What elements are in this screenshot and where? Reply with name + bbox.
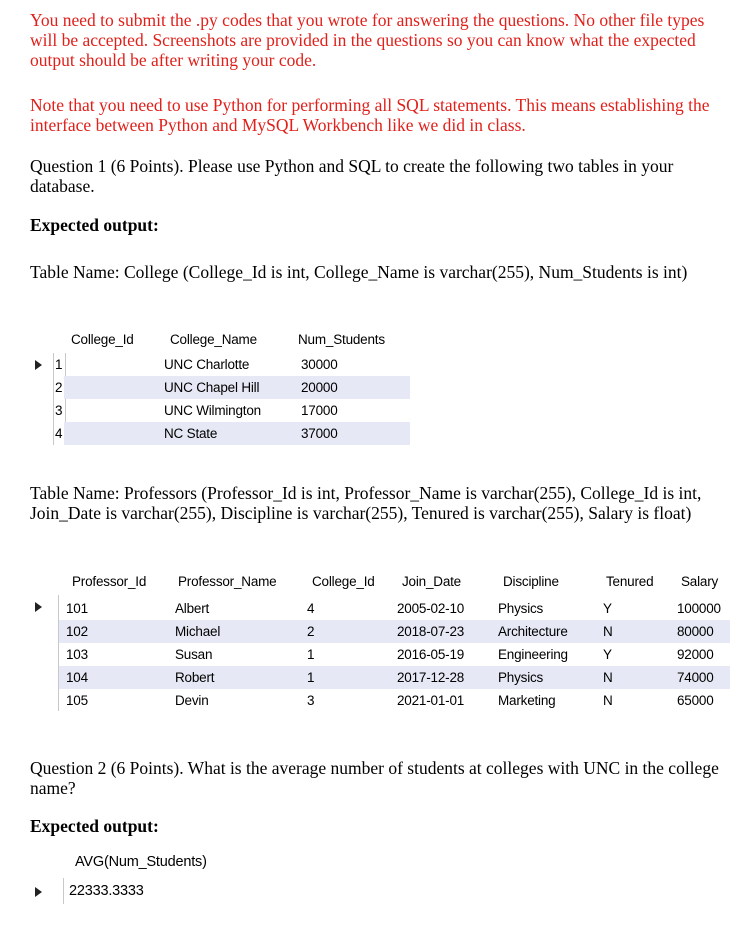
num-students-cell[interactable]: 17000: [301, 403, 338, 418]
tenured-cell[interactable]: N: [603, 693, 613, 708]
college-name-cell[interactable]: UNC Wilmington: [164, 403, 261, 418]
column-header[interactable]: Discipline: [503, 574, 559, 589]
table-row[interactable]: [30, 643, 730, 666]
college-id-cell[interactable]: 3: [307, 693, 315, 708]
college-id-cell[interactable]: 2: [55, 380, 63, 395]
table-row[interactable]: [30, 880, 250, 903]
college-result-grid: [30, 328, 430, 458]
tenured-cell[interactable]: N: [603, 624, 613, 639]
college-id-cell[interactable]: 1: [55, 357, 63, 372]
college-id-cell[interactable]: 3: [55, 403, 63, 418]
column-header[interactable]: AVG(Num_Students): [75, 854, 207, 870]
grid-header-row: [30, 570, 730, 593]
professor-name-cell[interactable]: Albert: [175, 601, 210, 616]
num-students-cell[interactable]: 20000: [301, 380, 338, 395]
grid-header-row: [30, 851, 250, 874]
column-header[interactable]: Tenured: [606, 574, 654, 589]
college-table-caption: Table Name: College (College_Id is int, College_Name is varchar(255), Num_Students is int): [30, 262, 688, 282]
avg-result-grid: [30, 851, 250, 911]
college-id-cell[interactable]: 1: [307, 670, 315, 685]
college-name-cell[interactable]: UNC Chapel Hill: [164, 380, 260, 395]
table-row[interactable]: [30, 597, 730, 620]
column-header[interactable]: College_Name: [170, 332, 257, 347]
professor-name-cell[interactable]: Robert: [175, 670, 215, 685]
column-header[interactable]: Professor_Name: [178, 574, 277, 589]
discipline-cell[interactable]: Architecture: [498, 624, 568, 639]
q1-expected-output-label: Expected output:: [30, 215, 159, 235]
num-students-cell[interactable]: 37000: [301, 426, 338, 441]
salary-cell[interactable]: 80000: [677, 624, 714, 639]
column-header[interactable]: College_Id: [71, 332, 134, 347]
avg-num-students-cell[interactable]: 22333.3333: [69, 883, 144, 899]
discipline-cell[interactable]: Marketing: [498, 693, 556, 708]
question-1-prompt: Question 1 (6 Points). Please use Python and SQL to create the following two tables in your database.: [30, 156, 674, 196]
discipline-cell[interactable]: Engineering: [498, 647, 568, 662]
table-row[interactable]: [55, 422, 410, 445]
submit-note: You need to submit the .py codes that you wrote for answering the questions. No other file types will be accepted. Screenshots are provided in the questions so you can know what the expected output should be after writing your code.: [30, 10, 705, 70]
professor-id-cell[interactable]: 102: [66, 624, 88, 639]
table-row[interactable]: [55, 376, 410, 399]
professor-name-cell[interactable]: Michael: [175, 624, 221, 639]
college-id-cell[interactable]: 1: [307, 647, 315, 662]
college-name-cell[interactable]: UNC Charlotte: [164, 357, 250, 372]
professors-result-grid: [30, 570, 730, 720]
column-header[interactable]: Salary: [681, 574, 719, 589]
join-date-cell[interactable]: 2021-01-01: [397, 693, 465, 708]
question-2-prompt: Question 2 (6 Points). What is the average number of students at colleges with UNC in the college name?: [30, 758, 719, 798]
tenured-cell[interactable]: Y: [603, 601, 612, 616]
college-id-cell[interactable]: 4: [307, 601, 315, 616]
salary-cell[interactable]: 65000: [677, 693, 714, 708]
table-row[interactable]: [59, 620, 730, 643]
column-header[interactable]: Num_Students: [298, 332, 385, 347]
table-row[interactable]: [30, 353, 410, 376]
grid-header-row: [30, 328, 430, 351]
table-row[interactable]: [30, 399, 410, 422]
professor-id-cell[interactable]: 104: [66, 670, 88, 685]
professor-id-cell[interactable]: 103: [66, 647, 88, 662]
professor-id-cell[interactable]: 105: [66, 693, 88, 708]
column-header[interactable]: Professor_Id: [72, 574, 147, 589]
discipline-cell[interactable]: Physics: [498, 670, 544, 685]
discipline-cell[interactable]: Physics: [498, 601, 544, 616]
join-date-cell[interactable]: 2017-12-28: [397, 670, 465, 685]
num-students-cell[interactable]: 30000: [301, 357, 338, 372]
python-note: Note that you need to use Python for performing all SQL statements. This means establishing the interface between Python and MySQL Workbench like we did in class.: [30, 95, 710, 135]
professors-table-caption: Table Name: Professors (Professor_Id is int, Professor_Name is varchar(255), College_Id is int, Join_Date is varchar(255), Discipline is varchar(255), Tenured is varchar(255), Salary is float): [30, 483, 702, 523]
join-date-cell[interactable]: 2018-07-23: [397, 624, 465, 639]
table-row[interactable]: [59, 666, 730, 689]
salary-cell[interactable]: 92000: [677, 647, 714, 662]
professor-name-cell[interactable]: Susan: [175, 647, 213, 662]
college-name-cell[interactable]: NC State: [164, 426, 218, 441]
salary-cell[interactable]: 100000: [677, 601, 721, 616]
salary-cell[interactable]: 74000: [677, 670, 714, 685]
join-date-cell[interactable]: 2016-05-19: [397, 647, 465, 662]
professor-id-cell[interactable]: 101: [66, 601, 88, 616]
column-header[interactable]: College_Id: [312, 574, 375, 589]
college-id-cell[interactable]: 4: [55, 426, 63, 441]
tenured-cell[interactable]: N: [603, 670, 613, 685]
table-row[interactable]: [30, 689, 730, 712]
q2-expected-output-label: Expected output:: [30, 816, 159, 836]
join-date-cell[interactable]: 2005-02-10: [397, 601, 465, 616]
tenured-cell[interactable]: Y: [603, 647, 612, 662]
professor-name-cell[interactable]: Devin: [175, 693, 209, 708]
college-id-cell[interactable]: 2: [307, 624, 315, 639]
column-header[interactable]: Join_Date: [402, 574, 461, 589]
